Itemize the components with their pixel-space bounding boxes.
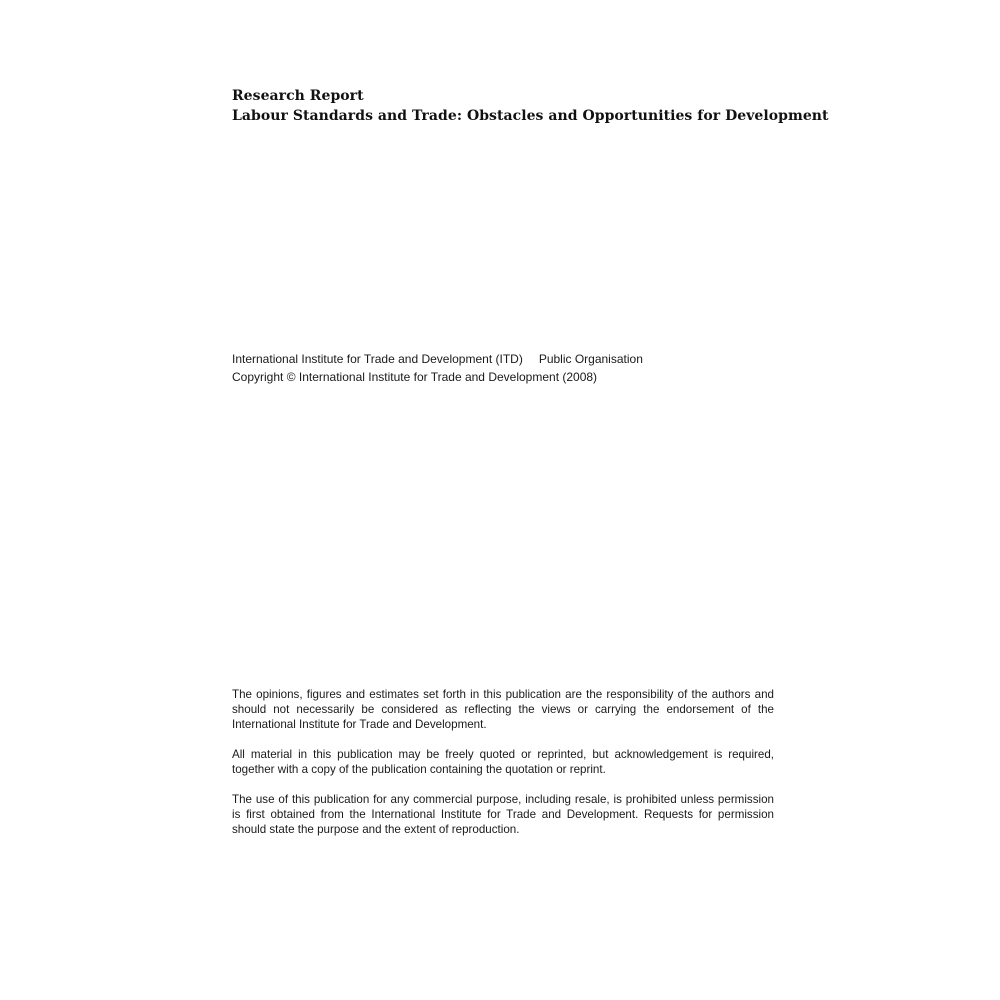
copyright-line: Copyright © International Institute for Trade and Development (2008) (232, 370, 598, 384)
commercial-use-notice: The use of this publication for any commercial purpose, including resale, is prohibited unless permission is first obtained from the International Institute for Trade and Development. Requests for permission should state the purpose and the extent of reproduction. (232, 793, 774, 836)
title-block (232, 86, 829, 126)
publisher-block (232, 350, 792, 386)
publisher-type: Public Organisation (538, 352, 643, 366)
quotation-notice: All material in this publication may be freely quoted or reprinted, but acknowledgement is required, together with a copy of the publication containing the quotation or reprint. (232, 748, 774, 776)
opinions-disclaimer: The opinions, figures and estimates set forth in this publication are the responsibility of the authors and should not necessarily be considered as reflecting the views or carrying the endorsement of the International Institute for Trade and Development. (232, 688, 774, 731)
publisher-name: International Institute for Trade and Development (ITD) (232, 352, 523, 366)
report-type-heading: Research Report (232, 88, 364, 104)
notice-block (232, 687, 774, 852)
publisher-line (232, 350, 792, 368)
report-title: Labour Standards and Trade: Obstacles and Opportunities for Development (232, 108, 829, 124)
